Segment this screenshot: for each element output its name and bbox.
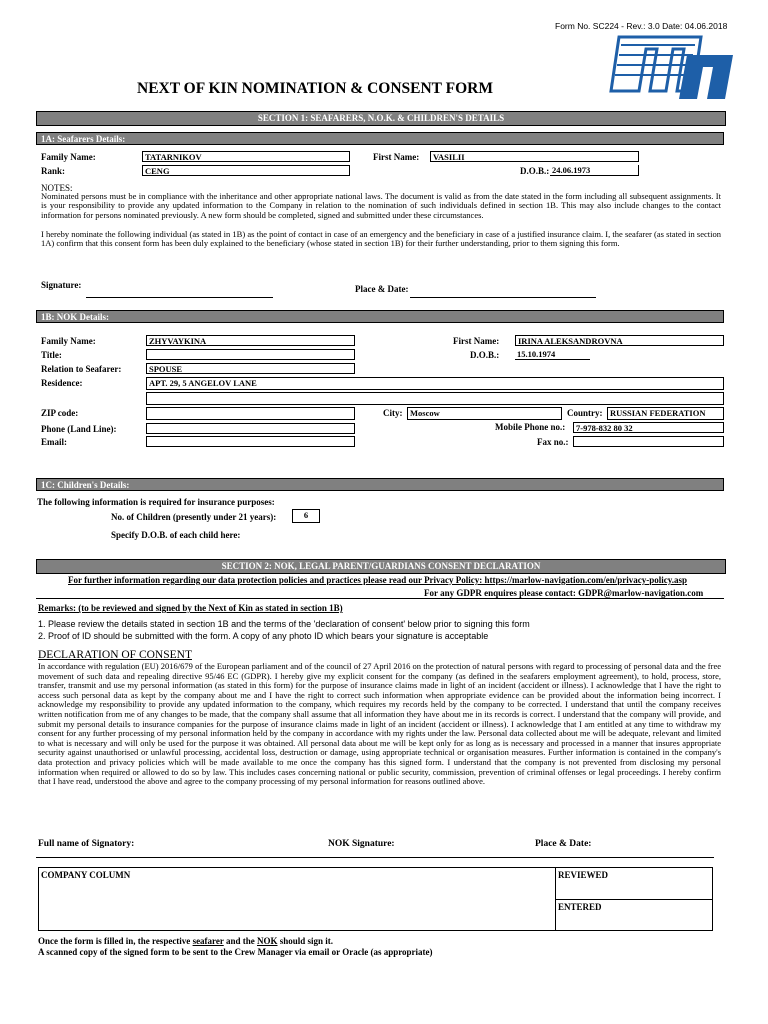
nok-family-name-label: Family Name: bbox=[41, 336, 96, 346]
nok-residence-field[interactable]: APT. 29, 5 ANGELOV LANE bbox=[146, 377, 724, 390]
nok-phone-label: Phone (Land Line): bbox=[41, 424, 117, 434]
declaration-heading: DECLARATION OF CONSENT bbox=[38, 649, 192, 661]
company-column-label: COMPANY COLUMN bbox=[41, 870, 131, 880]
section1a-bar: 1A: Seafarers Details: bbox=[36, 132, 724, 145]
section1c-bar: 1C: Children's Details: bbox=[36, 478, 724, 491]
nok-relation-label: Relation to Seafarer: bbox=[41, 364, 122, 374]
footer-line-1 bbox=[38, 936, 333, 946]
full-name-signatory-label: Full name of Signatory: bbox=[38, 839, 135, 849]
nok-first-name-label: First Name: bbox=[453, 336, 500, 346]
nok-place-date-label: Place & Date: bbox=[535, 839, 592, 849]
seafarer-signature-line[interactable] bbox=[86, 297, 273, 298]
nok-mobile-field[interactable]: 7-978-832 80 32 bbox=[573, 422, 724, 433]
seafarer-first-name-label: First Name: bbox=[373, 152, 420, 162]
nok-city-label: City: bbox=[383, 408, 403, 418]
seafarer-rank-field[interactable]: CENG bbox=[142, 165, 350, 176]
section1-bar: SECTION 1: SEAFARERS, N.O.K. & CHILDREN'S DETAILS bbox=[36, 111, 726, 126]
nok-dob-field[interactable]: 15.10.1974 bbox=[515, 349, 590, 360]
seafarer-place-date-line[interactable] bbox=[410, 297, 596, 298]
declaration-text: In accordance with regulation (EU) 2016/679 of the European parliament and of the council of 27 April 2016 on the protection of natural persons with regard to processing of personal data and the free movement of such data and repealing directive 95/46 EC (GDPR). I hereby give my explicit consent for the company (as defined in the seafarers employment agreement), to hold, process, store, transfer, transmit and use my personal information (as stated in this form) for the purpose of insurance claims made in light of an incident (accident or illness). I acknowledge that I have the right to access such personal data as kept by the company about me and I have the right to correct such information when appropriate evidence can be provided about the information being incorrect. I acknowledge my responsibility to provide any updated information to the company, which requires my records held by the company to be corrected. I understand that until the company receives written notification from me of any changes to be made, that the company shall assume that all information they have about me in its records is correct. I understand that the company will provide, and submit my personal details to insurance companies for the purpose of insurance claims made in light of an incident (accident or illness). I acknowledge that I am entitled at any time to withdraw my consent for any further processing of my personal information held by the company in accordance with my rights under the law. Personal data collected about me will be adequate, relevant and limited to what is necessary and will only be used for the purpose it was obtained. All personal data about me will be kept only for as long as is necessary and processed in a manner that insures appropriate security against unauthorised or unlawful processing, accidental loss, destruction or damage, using appropriate technical or organisation measures. Further information is contained in the company's data protection and privacy policies which will be made available to me once the company has this signed form. I understand that the company is not prevented from disclosing my personal information when required or allowed to do so by law. This includes cases concerning national or public security, commission, prevention of criminal offenses or legal proceedings. I hereby confirm that I have read, understood the above and agree to the company processing of my personal information for reasons outlined above. bbox=[38, 661, 721, 787]
nok-email-field[interactable] bbox=[146, 436, 355, 447]
nok-fax-field[interactable] bbox=[573, 436, 724, 447]
seafarer-place-date-label: Place & Date: bbox=[355, 284, 409, 294]
company-column-hline bbox=[555, 899, 712, 900]
nok-residence-field-2[interactable] bbox=[146, 392, 724, 405]
seafarer-family-name-label: Family Name: bbox=[41, 152, 96, 162]
seafarer-signature-label: Signature: bbox=[41, 280, 82, 290]
nok-email-label: Email: bbox=[41, 437, 67, 447]
nok-zip-field[interactable] bbox=[146, 407, 355, 420]
nok-zip-label: ZIP code: bbox=[41, 408, 79, 418]
section2-divider bbox=[36, 598, 724, 599]
seafarer-family-name-field[interactable]: TATARNIKOV bbox=[142, 151, 350, 162]
footer-line-2: A scanned copy of the signed form to be sent to the Crew Manager via email or Oracle (as appropriate) bbox=[38, 947, 433, 957]
children-intro: The following information is required for insurance purposes: bbox=[37, 497, 275, 507]
entered-label: ENTERED bbox=[558, 902, 602, 912]
footer-seafarer: seafarer bbox=[192, 936, 224, 946]
nok-signature-label: NOK Signature: bbox=[328, 839, 395, 849]
children-count-label: No. of Children (presently under 21 years): bbox=[111, 512, 277, 522]
nok-mobile-label: Mobile Phone no.: bbox=[495, 422, 566, 432]
seafarer-first-name-field[interactable]: VASILII bbox=[430, 151, 639, 162]
nok-relation-field[interactable]: SPOUSE bbox=[146, 363, 355, 374]
seafarer-rank-label: Rank: bbox=[41, 166, 66, 176]
nok-residence-label: Residence: bbox=[41, 378, 83, 388]
nok-title-field[interactable] bbox=[146, 349, 355, 360]
nok-phone-field[interactable] bbox=[146, 423, 355, 434]
footer-nok: NOK bbox=[256, 936, 278, 946]
remarks-label: Remarks: (to be reviewed and signed by the Next of Kin as stated in section 1B) bbox=[38, 603, 343, 613]
children-dob-label: Specify D.O.B. of each child here: bbox=[111, 530, 241, 540]
signatory-line[interactable] bbox=[36, 857, 714, 858]
reviewed-label: REVIEWED bbox=[558, 870, 609, 880]
section1b-bar: 1B: NOK Details: bbox=[36, 310, 724, 323]
footer-line-1-suffix: should sign it. bbox=[277, 936, 334, 946]
footer-line-1-prefix: Once the form is filled in, the respective bbox=[38, 936, 193, 946]
nok-city-field[interactable]: Moscow bbox=[407, 407, 562, 420]
section2-bar: SECTION 2: NOK, LEGAL PARENT/GUARDIANS CONSENT DECLARATION bbox=[36, 559, 726, 574]
notes-label: NOTES: bbox=[41, 183, 73, 193]
form-title: NEXT OF KIN NOMINATION & CONSENT FORM bbox=[137, 80, 493, 97]
nok-country-field[interactable]: RUSSIAN FEDERATION bbox=[607, 407, 724, 420]
seafarer-dob-field[interactable]: 24.06.1973 bbox=[550, 165, 639, 176]
privacy-policy-line[interactable]: For further information regarding our data protection policies and practices please read our Privacy Policy: https://marlow-navigation.com/en/privacy-policy.asp bbox=[68, 575, 688, 585]
nok-title-label: Title: bbox=[41, 350, 62, 360]
form-number: Form No. SC224 - Rev.: 3.0 Date: 04.06.2018 bbox=[555, 21, 728, 31]
nok-family-name-field[interactable]: ZHYVAYKINA bbox=[146, 335, 355, 346]
gdpr-contact-line[interactable]: For any GDPR enquires please contact: GDPR@marlow-navigation.com bbox=[424, 588, 704, 598]
nok-fax-label: Fax no.: bbox=[537, 437, 569, 447]
nok-dob-label: D.O.B.: bbox=[470, 350, 500, 360]
nok-first-name-field[interactable]: IRINA ALEKSANDROVNA bbox=[515, 335, 724, 346]
company-column-box bbox=[38, 867, 713, 931]
footer-line-1-mid: and the bbox=[223, 936, 257, 946]
company-logo bbox=[603, 33, 739, 101]
notes-text-2: I hereby nominate the following individual (as stated in 1B) as the point of contact in case of an emergency and the beneficiary in case of a justified insurance claim. I, the seafarer (as stated in section 1A) confirm that this consent form has been duly explained to the beneficiary (whose stated in section 1B) for their further understanding, prior to them signing this form. bbox=[41, 229, 721, 249]
notes-text-1: Nominated persons must be in compliance with the inheritance and other appropriate national laws. The document is valid as from the date stated in the form including all subsequent assignments. It is your responsibility to provide any updated information to the Company in relation to the nomination of such individuals defined in section 1B. This may also include changes to the contact information for persons nominated previously. A new form should be completed, signed and submitted under these circumstances. bbox=[41, 191, 721, 220]
remark-2: 2. Proof of ID should be submitted with the form. A copy of any photo ID which bears your signature is acceptable bbox=[38, 631, 489, 641]
remark-1: 1. Please review the details stated in section 1B and the terms of the 'declaration of consent' below prior to signing this form bbox=[38, 619, 530, 629]
children-count-field[interactable]: 6 bbox=[292, 509, 320, 523]
nok-country-label: Country: bbox=[567, 408, 603, 418]
company-logo-icon bbox=[603, 33, 739, 101]
seafarer-dob-label: D.O.B.: bbox=[520, 166, 550, 176]
